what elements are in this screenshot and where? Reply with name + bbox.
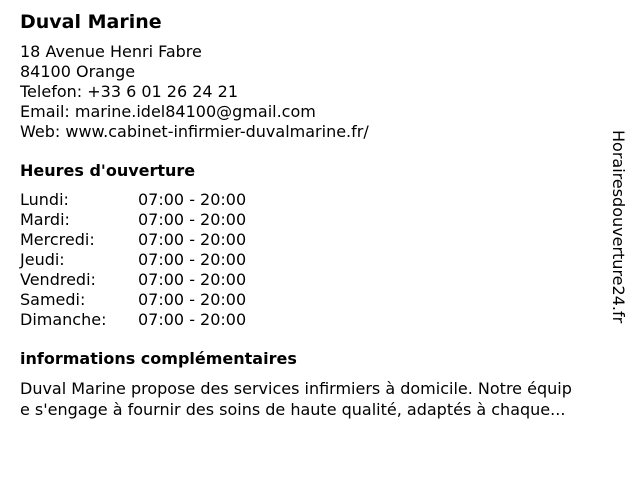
info-description — [20, 378, 620, 420]
email-address[interactable]: Email: marine.idel84100@gmail.com — [20, 102, 316, 121]
day-label: Lundi: — [20, 190, 69, 209]
day-label: Mercredi: — [20, 230, 95, 249]
day-label: Dimanche: — [20, 310, 107, 329]
time-range: 07:00 - 20:00 — [138, 290, 247, 309]
info-heading: informations complémentaires — [20, 349, 297, 368]
hours-heading: Heures d'ouverture — [20, 161, 196, 180]
day-label: Jeudi: — [20, 250, 65, 269]
day-label: Samedi: — [20, 290, 86, 309]
time-range: 07:00 - 20:00 — [138, 250, 247, 269]
phone-number[interactable]: Telefon: +33 6 01 26 24 21 — [20, 82, 239, 101]
business-card — [20, 10, 610, 420]
info-description-line-2: e s'engage à fournir des soins de haute qualité, adaptés à chaque... — [20, 400, 566, 419]
hours-row-sunday — [20, 310, 610, 330]
address-street: 18 Avenue Henri Fabre — [20, 42, 202, 61]
hours-row-thursday — [20, 250, 610, 270]
info-description-line-1: Duval Marine propose des services infirmiers à domicile. Notre équip — [20, 379, 572, 398]
time-range: 07:00 - 20:00 — [138, 210, 247, 229]
website-link[interactable]: Web: www.cabinet-infirmier-duvalmarine.fr/ — [20, 122, 369, 141]
business-name: Duval Marine — [20, 11, 162, 33]
site-watermark — [608, 130, 630, 345]
day-label: Vendredi: — [20, 270, 96, 289]
time-range: 07:00 - 20:00 — [138, 310, 247, 329]
time-range: 07:00 - 20:00 — [138, 270, 247, 289]
hours-row-monday — [20, 190, 610, 210]
day-label: Mardi: — [20, 210, 70, 229]
hours-row-saturday — [20, 290, 610, 310]
hours-row-tuesday — [20, 210, 610, 230]
address-city: 84100 Orange — [20, 62, 136, 81]
watermark-text: Horairesdouverture24.fr — [609, 130, 628, 324]
hours-row-wednesday — [20, 230, 610, 250]
opening-hours-table — [20, 190, 610, 330]
hours-row-friday — [20, 270, 610, 290]
time-range: 07:00 - 20:00 — [138, 230, 247, 249]
time-range: 07:00 - 20:00 — [138, 190, 247, 209]
